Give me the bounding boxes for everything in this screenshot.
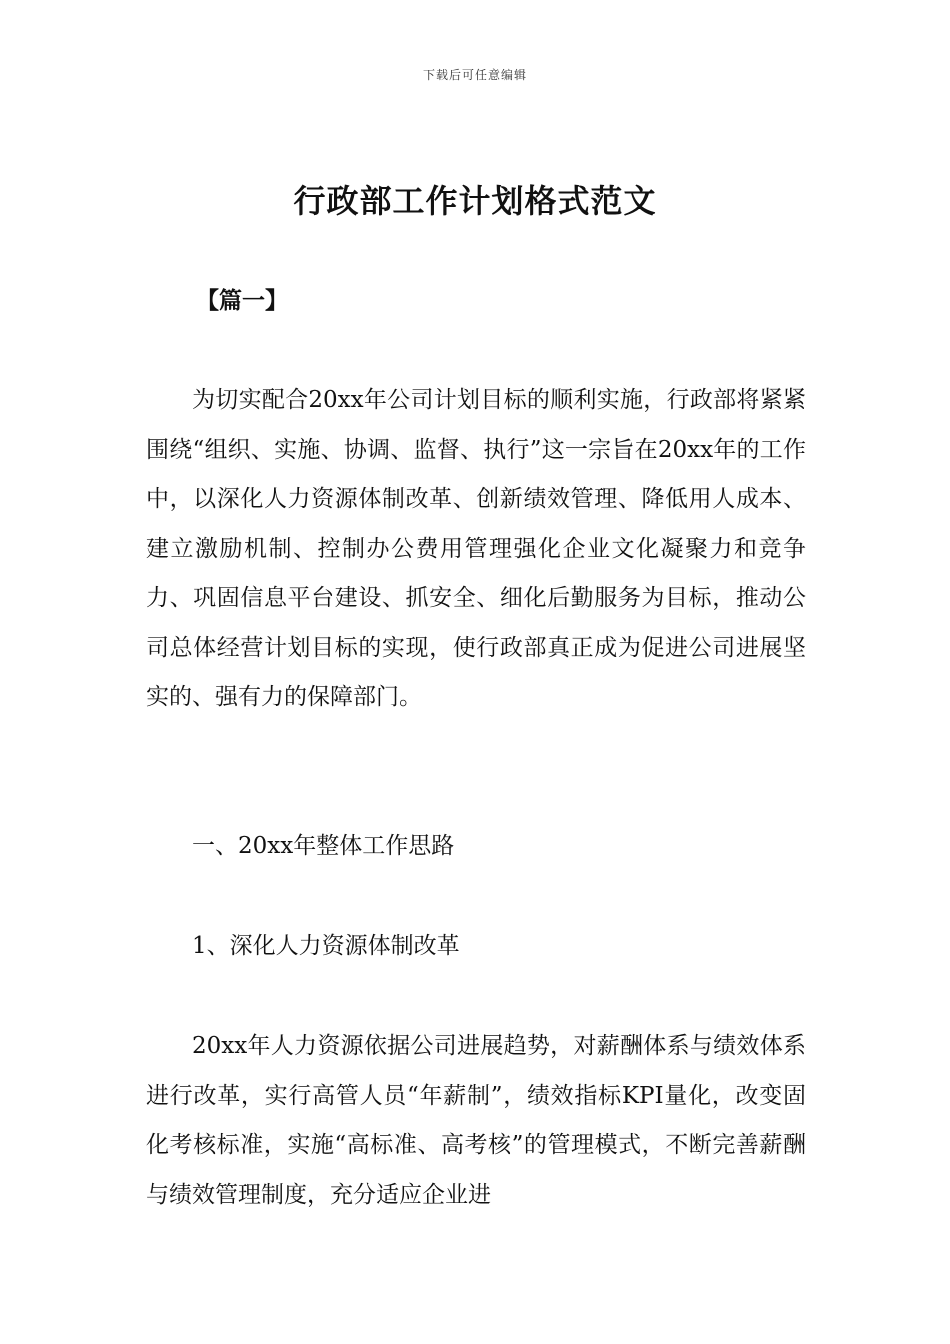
section-heading-overall [146,822,806,872]
intro-paragraph-text: 为切实配合20xx年公司计划目标的顺利实施，行政部将紧紧围绕“组织、实施、协调、监督、执行”这一宗旨在20xx年的工作中，以深化人力资源体制改革、创新绩效管理、降低用人成本、建立激励机制、控制办公费用管理强化企业文化凝聚力和竞争力、巩固信息平台建设、抓安全、细化后勤服务为目标，推动公司总体经营计划目标的实现，使行政部真正成为促进公司进展坚实的、强有力的保障部门。 [146,387,806,710]
header-note: 下载后可任意编辑 [422,68,527,82]
document-title: 行政部工作计划格式范文 [293,182,657,220]
subsection-heading-hr-text: 1、深化人力资源体制改革 [192,933,460,959]
hr-reform-paragraph-text: 20xx年人力资源依据公司进展趋势，对薪酬体系与绩效体系进行改革，实行高管人员“年薪制”，绩效指标KPI量化，改变固化考核标准，实施“高标准、高考核”的管理模式，不断完善薪酬与绩效管理制度，充分适应企业进 [146,1033,806,1208]
hr-reform-paragraph [146,1022,806,1220]
subsection-heading-hr [146,922,806,972]
section-heading-overall-text: 一、20xx年整体工作思路 [192,833,455,859]
section-tag: 【篇一】 [196,288,288,314]
intro-paragraph [146,376,806,723]
